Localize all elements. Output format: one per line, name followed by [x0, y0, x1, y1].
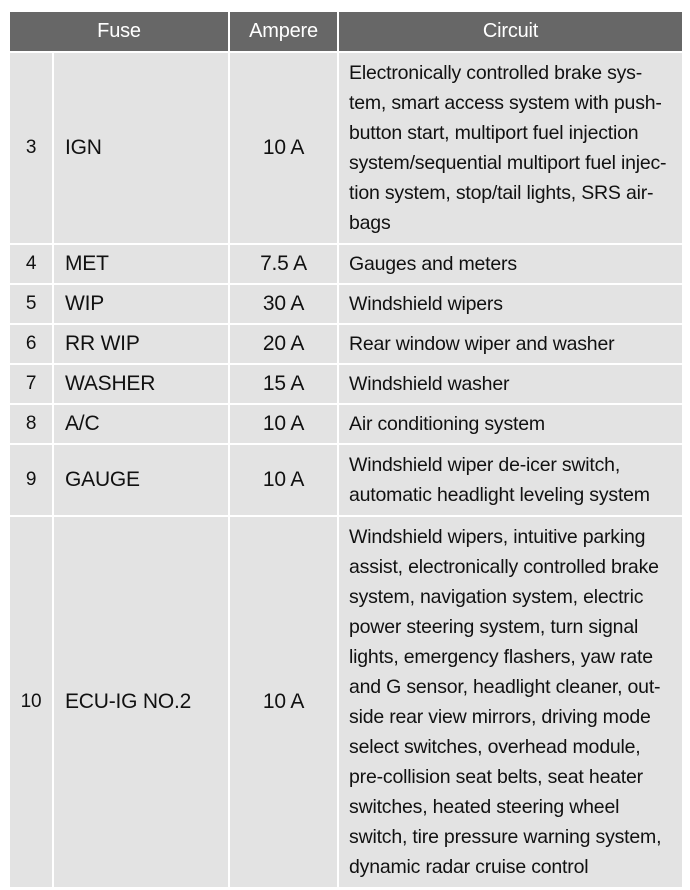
fuse-ampere: 10 A: [229, 444, 338, 516]
circuit-line: switches, heated steering wheel: [349, 796, 620, 818]
fuse-number: 6: [10, 324, 53, 364]
table-row: [10, 284, 682, 324]
fuse-number: 4: [10, 244, 53, 284]
table-row: [10, 444, 682, 516]
fuse-ampere: 10 A: [229, 404, 338, 444]
circuit-line: dynamic radar cruise control: [349, 856, 589, 878]
circuit-line: Air conditioning system: [349, 413, 545, 435]
circuit-line: power steering system, turn signal: [349, 616, 639, 638]
fuse-name: A/C: [53, 404, 229, 444]
fuse-number: 10: [10, 516, 53, 887]
circuit-line: assist, electronically controlled brake: [349, 556, 659, 578]
circuit-line: Rear window wiper and washer: [349, 333, 615, 355]
fuse-ampere: 7.5 A: [229, 244, 338, 284]
table-row: [10, 324, 682, 364]
header-fuse: Fuse: [10, 12, 229, 52]
circuit-line: system, navigation system, electric: [349, 586, 644, 608]
fuse-name: ECU-IG NO.2: [53, 516, 229, 887]
fuse-name: GAUGE: [53, 444, 229, 516]
fuse-name: MET: [53, 244, 229, 284]
table-body: [10, 52, 682, 887]
circuit-line: tion system, stop/tail lights, SRS air-: [349, 182, 654, 204]
circuit-line: and G sensor, headlight cleaner, out-: [349, 676, 661, 698]
fuse-circuit: [338, 324, 682, 364]
fuse-ampere: 15 A: [229, 364, 338, 404]
fuse-circuit: [338, 444, 682, 516]
table-row: [10, 404, 682, 444]
circuit-line: switch, tire pressure warning system,: [349, 826, 662, 848]
fuse-number: 3: [10, 52, 53, 244]
table-row: [10, 52, 682, 244]
circuit-line: side rear view mirrors, driving mode: [349, 706, 651, 728]
circuit-line: button start, multiport fuel injection: [349, 122, 639, 144]
fuse-number: 8: [10, 404, 53, 444]
fuse-number: 9: [10, 444, 53, 516]
table-row: [10, 244, 682, 284]
circuit-line: system/sequential multiport fuel injec-: [349, 152, 667, 174]
fuse-table: [10, 12, 682, 887]
circuit-line: tem, smart access system with push-: [349, 92, 662, 114]
circuit-line: bags: [349, 212, 391, 234]
fuse-number: 5: [10, 284, 53, 324]
fuse-circuit: [338, 404, 682, 444]
fuse-ampere: 10 A: [229, 516, 338, 887]
table-row: [10, 364, 682, 404]
fuse-name: WASHER: [53, 364, 229, 404]
circuit-line: automatic headlight leveling system: [349, 484, 650, 506]
circuit-line: Windshield wiper de-icer switch,: [349, 454, 621, 476]
fuse-ampere: 10 A: [229, 52, 338, 244]
fuse-ampere: 20 A: [229, 324, 338, 364]
header-circuit: Circuit: [338, 12, 682, 52]
fuse-name: WIP: [53, 284, 229, 324]
fuse-circuit: [338, 244, 682, 284]
circuit-line: Windshield wipers, intuitive parking: [349, 526, 646, 548]
circuit-line: Windshield wipers: [349, 293, 503, 315]
table-row: [10, 516, 682, 887]
circuit-line: lights, emergency flashers, yaw rate: [349, 646, 653, 668]
header-ampere: Ampere: [229, 12, 338, 52]
circuit-line: Windshield washer: [349, 373, 510, 395]
fuse-name: IGN: [53, 52, 229, 244]
fuse-circuit: [338, 364, 682, 404]
fuse-ampere: 30 A: [229, 284, 338, 324]
fuse-number: 7: [10, 364, 53, 404]
table-header-row: [10, 12, 682, 52]
fuse-circuit: [338, 52, 682, 244]
circuit-line: Electronically controlled brake sys-: [349, 62, 643, 84]
fuse-circuit: [338, 516, 682, 887]
circuit-line: Gauges and meters: [349, 253, 517, 275]
circuit-line: pre-collision seat belts, seat heater: [349, 766, 643, 788]
fuse-circuit: [338, 284, 682, 324]
circuit-line: select switches, overhead module,: [349, 736, 641, 758]
fuse-name: RR WIP: [53, 324, 229, 364]
